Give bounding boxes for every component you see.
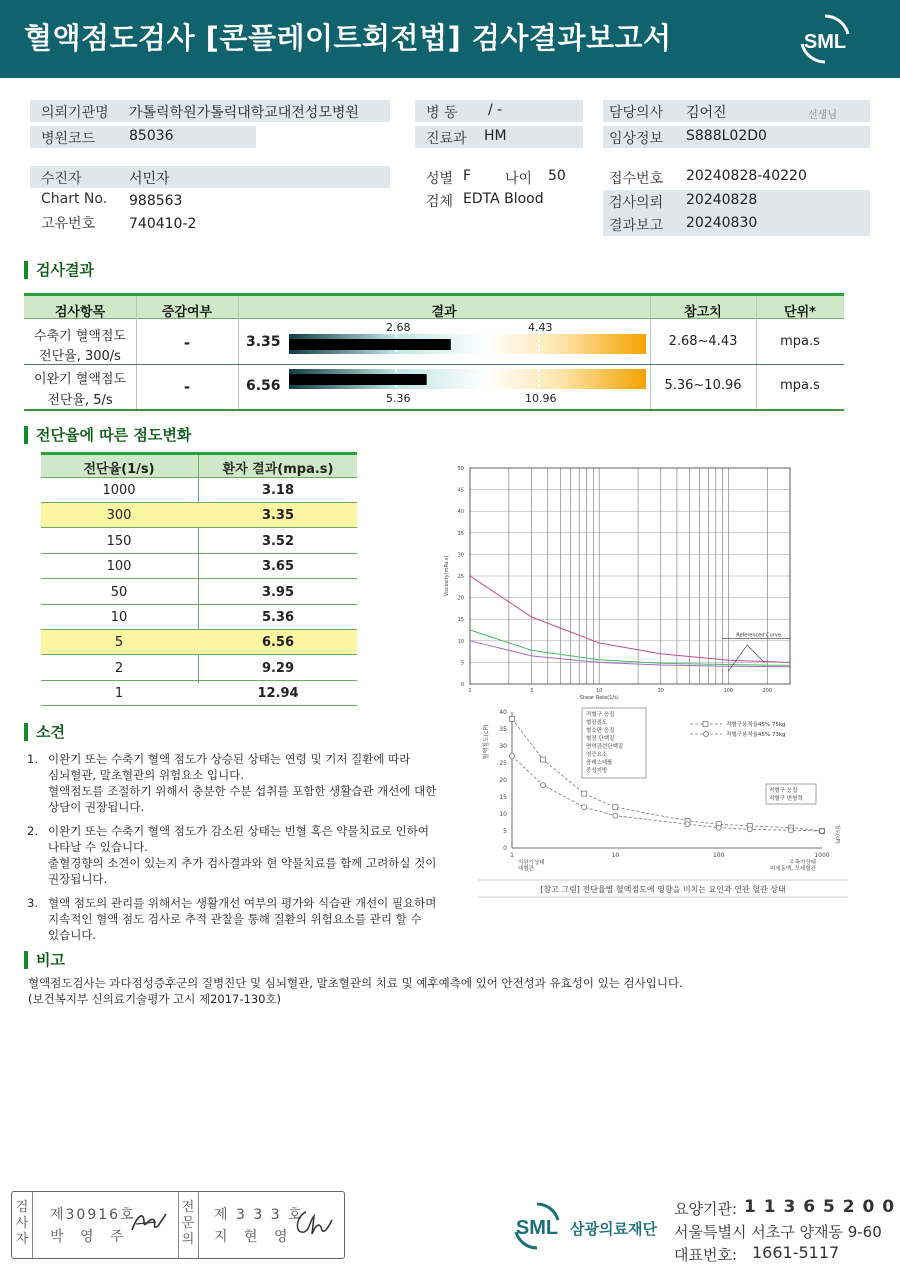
row1-result-bar: [289, 334, 646, 354]
comment-number: 3.: [27, 896, 38, 910]
request-label: 검사의뢰: [609, 195, 664, 211]
result-gauge: [289, 369, 646, 389]
shear-result-cell: 3.65: [261, 559, 295, 575]
y-tick-label: 20: [457, 595, 464, 602]
comment-line: 권장됩니다.: [48, 872, 108, 886]
y-tick-label: 10: [499, 811, 507, 818]
sml-footer-logo-text: SML: [515, 1217, 559, 1239]
y-tick-label: 50: [457, 466, 464, 472]
brand-name: 삼광의료재단: [570, 1220, 657, 1238]
annotation-arrow: [728, 645, 764, 671]
factor-item: 염증요소: [586, 752, 608, 758]
shear-row: [41, 605, 357, 630]
shear-row: [41, 580, 357, 605]
remarks-section-title: 비고: [24, 951, 65, 969]
row1-item-line2: 전단율, 300/s: [39, 349, 121, 364]
viscosity-curve-chart: [438, 460, 800, 700]
y-tick-label: 45: [457, 487, 464, 494]
row2-value: 6.56: [246, 378, 281, 394]
series-point: [685, 822, 690, 827]
dept-value: HM: [484, 128, 507, 144]
sml-logo-text: SML: [803, 31, 847, 53]
x-tick-label: 1000: [814, 852, 830, 859]
shear-result-cell: 3.95: [261, 584, 295, 600]
y-tick-label: 35: [457, 530, 464, 537]
shear-result-cell: 12.94: [257, 686, 299, 702]
signature-box: [11, 1191, 345, 1259]
col-unit-header: 단위*: [784, 305, 816, 320]
comment-line: 혈액점도를 조절하기 위해서 충분한 수분 섭취를 포함한 생활습관 개선에 대한: [48, 784, 437, 798]
y-tick-label: 0: [460, 682, 464, 688]
specimen-label: 검체: [426, 194, 454, 210]
shear-rate-cell: 2: [114, 660, 124, 676]
clinical-label: 임상정보: [609, 131, 664, 147]
shear-row: [41, 503, 357, 528]
col-change-header: 증감여부: [161, 305, 213, 320]
comment-line: 혈액 점도의 관리를 위해서는 생활개선 여부의 평가와 식습관 개선이 필요하며: [48, 896, 437, 910]
legend-label: 적혈구용적율45% 75kg: [726, 722, 786, 728]
row2-item-line1: 이완기 혈액점도: [33, 372, 127, 387]
comments-section-title: 소견: [24, 723, 65, 741]
x-tick-label: 10: [611, 852, 620, 859]
factor-item: 중성지방: [586, 768, 608, 774]
chart-label: Chart No.: [41, 191, 108, 207]
shear-row: [41, 681, 357, 706]
shear-row: [41, 656, 357, 681]
inspector-name: 박 영 주: [50, 1229, 130, 1245]
shear-row: [41, 554, 357, 579]
doctor-label: 담당의사: [609, 105, 664, 121]
sml-footer-logo: [508, 1198, 566, 1254]
report-header: [0, 0, 900, 78]
y-tick-label: 25: [499, 760, 507, 767]
sig-divider: [178, 1192, 179, 1258]
shear-result-cell: 6.56: [261, 635, 295, 651]
shear-col-rate-header: 전단율(1/s): [83, 462, 155, 477]
shear-col-result-header: 환자 결과(mpa.s): [222, 462, 334, 477]
shear-result-cell: 3.35: [261, 508, 295, 524]
annotation-text: Referenced Curve: [736, 632, 781, 639]
row2-unit: mpa.s: [780, 378, 820, 393]
col-ref-header: 참고치: [684, 305, 722, 320]
row2-change: -: [183, 378, 191, 396]
sig-divider: [198, 1192, 199, 1258]
series-point: [582, 805, 587, 810]
shear-result-cell: 9.29: [261, 660, 295, 676]
rbc-box-item: 적혈구 응집: [769, 788, 798, 794]
receipt-value: 20240828-40220: [686, 168, 807, 184]
shear-rate-cell: 300: [106, 508, 132, 524]
shear-rate-cell: 10: [110, 610, 128, 625]
phone: 1661-5117: [752, 1243, 840, 1262]
ward-label: 병 동: [426, 105, 458, 121]
table-bottom-border: [24, 409, 844, 411]
y-tick-label: 5: [460, 660, 464, 667]
series-point: [788, 828, 793, 833]
y-axis-label: Viscosity(mPa.s): [444, 555, 450, 597]
shear-rate-cell: 5: [114, 635, 124, 651]
report-title: 혈액점도검사 [콘플레이트회전법] 검사결과보고서: [24, 21, 672, 55]
shear-row: [41, 478, 357, 503]
series-point: [510, 716, 515, 721]
uid-value: 740410-2: [129, 216, 197, 232]
series-point: [613, 805, 618, 810]
comment-line: 있습니다.: [48, 928, 97, 942]
patient-value: 서민자: [129, 171, 170, 187]
shear-rate-cell: 1000: [102, 483, 136, 498]
receipt-label: 접수번호: [609, 171, 664, 187]
comment-number: 1.: [27, 752, 38, 766]
chart-value: 988563: [129, 193, 183, 209]
row1-ref-low-label: 2.68: [386, 321, 411, 334]
series-point: [541, 757, 546, 762]
row1-unit: mpa.s: [780, 334, 820, 349]
care-no: 1 1 3 6 5 2 0 0: [744, 1197, 896, 1217]
series-point: [510, 754, 515, 759]
factors-chart: [478, 704, 848, 898]
legend-marker: [703, 722, 708, 727]
series-point: [613, 813, 618, 818]
comment-line: 이완기 또는 수축기 혈액 점도가 감소된 상태는 빈혈 혹은 약물치료로 인하여: [48, 824, 429, 838]
series-point: [541, 783, 546, 788]
address: 서울특별시 서초구 양재동 9-60: [674, 1223, 882, 1241]
factor-item: 혈장점도: [586, 720, 608, 726]
specialist-signature: [292, 1206, 338, 1240]
remarks-line1: 혈액점도검사는 과다점성증후군의 질병진단 및 심뇌혈관, 말초혈관의 치료 및 예후예측에 있어 안전성과 유효성이 있는 검사입니다.: [28, 976, 683, 990]
ward-value: / -: [488, 102, 503, 118]
x-tick-label: 200: [762, 688, 773, 694]
shear-rate-cell: 150: [106, 533, 132, 549]
col-divider: [238, 296, 239, 410]
phone-label: 대표번호:: [674, 1246, 738, 1264]
row1-reference: 2.68~4.43: [668, 334, 738, 349]
comment-line: 나타날 수 있습니다.: [48, 840, 148, 854]
row2-ref-low-label: 5.36: [386, 392, 411, 405]
remarks-line2: (보건복지부 신의료기술평가 고시 제2017-130호): [28, 992, 282, 1006]
y-tick-label: 15: [499, 794, 507, 801]
shear-result-cell: 5.36: [261, 610, 295, 625]
y-tick-label: 10: [457, 638, 464, 645]
specialist-label: 전 문 의: [181, 1200, 195, 1247]
row1-item-line1: 수축기 혈액점도: [33, 329, 127, 344]
x-tick-label: 30: [657, 688, 665, 694]
uid-label: 고유번호: [41, 216, 96, 232]
dept-label: 진료과: [426, 131, 467, 147]
legend-label: 적혈구용적율45% 73kg: [726, 732, 786, 738]
comment-line: 상담이 권장됩니다.: [48, 800, 145, 814]
col-result-header: 결과: [431, 305, 457, 320]
row1-change: -: [183, 334, 191, 352]
row2-reference: 5.36~10.96: [664, 378, 742, 393]
hospital-code-value: 85036: [129, 128, 174, 144]
requester-value: 가톨릭학원가톨릭대학교대전성모병원: [129, 105, 359, 121]
x-right-label: 수축기상태: [789, 860, 816, 866]
hospital-code-label: 병원코드: [41, 131, 96, 147]
series-point: [582, 791, 587, 796]
row2-result-bar: [289, 369, 646, 389]
y-tick-label: 20: [499, 777, 507, 784]
y-tick-label: 5: [503, 828, 507, 835]
factor-item: 혈장 단백질: [586, 736, 615, 742]
x-left-label: 이완기상태: [518, 860, 545, 866]
sex-label: 성별: [426, 171, 454, 187]
specimen-value: EDTA Blood: [463, 191, 544, 207]
results-table-header: [24, 293, 844, 319]
comment-line: 심뇌혈관, 말초혈관의 위험요소 입니다.: [48, 768, 245, 782]
series-point: [820, 829, 825, 834]
result-gauge: [289, 334, 646, 354]
results-section-title: 검사결과: [24, 261, 94, 279]
specialist-name: 지 현 영: [214, 1229, 294, 1245]
doctor-suffix: 선생님: [808, 110, 837, 121]
x-tick-label: 100: [723, 688, 734, 694]
x-tick-label: 1: [468, 688, 472, 694]
sml-logo: [796, 12, 854, 66]
y-tick-label: 15: [457, 617, 464, 624]
shear-row: [41, 630, 357, 655]
x-tick-label: 1: [510, 852, 514, 859]
x-left-label: 대혈관: [518, 866, 534, 872]
series-line: [470, 641, 790, 667]
patient-field: [30, 166, 390, 188]
shear-section-title: 전단율에 따른 점도변화: [24, 426, 191, 444]
row-divider: [24, 364, 844, 365]
y-tick-label: 30: [499, 743, 507, 750]
y-tick-label: 30: [457, 552, 464, 559]
chart-caption: [참고 그림] 전단율별 혈액점도에 영향을 미치는 요인과 연관 혈관 상태: [540, 885, 786, 894]
y-tick-label: 25: [457, 574, 464, 580]
series-point: [716, 825, 721, 830]
age-label: 나이: [505, 171, 533, 187]
shear-result-cell: 3.18: [261, 483, 295, 498]
patient-label: 수진자: [41, 171, 82, 187]
shear-rate-cell: 1: [114, 686, 124, 702]
request-value: 20240828: [686, 192, 758, 208]
inspector-signature: [128, 1208, 172, 1238]
comment-number: 2.: [27, 824, 38, 838]
shear-table-header: [41, 452, 357, 478]
factor-item: 면역관련단백질: [586, 744, 624, 750]
rbc-box-item: 적혈구 변형력: [769, 796, 803, 802]
specialist-no: 제 3 3 3 호: [214, 1207, 304, 1223]
requester-label: 의뢰기관명: [41, 105, 109, 121]
x-axis-label: Shear Rate(1/s): [579, 695, 619, 700]
report-value: 20240830: [686, 215, 758, 231]
legend-marker: [704, 732, 709, 737]
row2-ref-high-label: 10.96: [525, 392, 557, 405]
sex-value: F: [463, 168, 472, 184]
clinical-value: S888L02D0: [686, 128, 767, 144]
shear-rate-cell: 50: [110, 584, 128, 600]
gauge-value-bar: [289, 374, 427, 385]
factor-item: 콜레스테롤: [586, 760, 613, 766]
row2-item-line2: 전단율, 5/s: [47, 393, 113, 408]
y-tick-label: 40: [499, 709, 507, 716]
age-value: 50: [548, 168, 566, 184]
report-label: 결과보고: [609, 218, 664, 234]
x-tick-label: 3: [530, 688, 534, 694]
right-axis-label: 점도(cP): [834, 824, 840, 844]
col-item-header: 검사항목: [54, 305, 106, 320]
x-tick-label: 100: [712, 852, 725, 859]
comment-line: 이완기 또는 수축기 혈액 점도가 상승된 상태는 연령 및 기저 질환에 따라: [48, 752, 411, 766]
comment-line: 지속적인 혈액 점도 검사로 추적 관찰을 통해 질환의 위험요소를 관리 할 수: [48, 912, 422, 926]
shear-row: [41, 529, 357, 554]
care-label: 요양기관:: [674, 1200, 738, 1218]
comment-line: 출혈경향의 소견이 있는지 추가 검사결과와 현 약물치료를 함께 고려하실 것이: [48, 856, 437, 870]
x-tick-label: 10: [595, 688, 603, 694]
inspector-no: 제30916호: [50, 1207, 136, 1223]
doctor-value: 김어진: [686, 105, 727, 121]
y-tick-label: 0: [503, 845, 507, 852]
factor-item: 적혈구 응집: [586, 712, 615, 718]
row1-ref-high-label: 4.43: [528, 321, 553, 334]
shear-result-cell: 3.52: [261, 533, 295, 549]
gauge-value-bar: [289, 339, 451, 350]
inspector-label: 검 사 자: [15, 1200, 29, 1247]
chart1-grid: [470, 468, 790, 684]
x-right-label: 미세동맥, 모세혈관: [769, 866, 816, 872]
y-axis-label: 혈액점도(cP): [483, 724, 490, 760]
series-point: [747, 827, 752, 832]
y-tick-label: 35: [499, 726, 507, 733]
factor-item: 혈소판 응집: [586, 728, 615, 734]
y-tick-label: 40: [457, 509, 464, 516]
shear-rate-cell: 100: [106, 559, 132, 575]
sig-divider: [32, 1192, 33, 1258]
row1-value: 3.35: [246, 334, 281, 350]
